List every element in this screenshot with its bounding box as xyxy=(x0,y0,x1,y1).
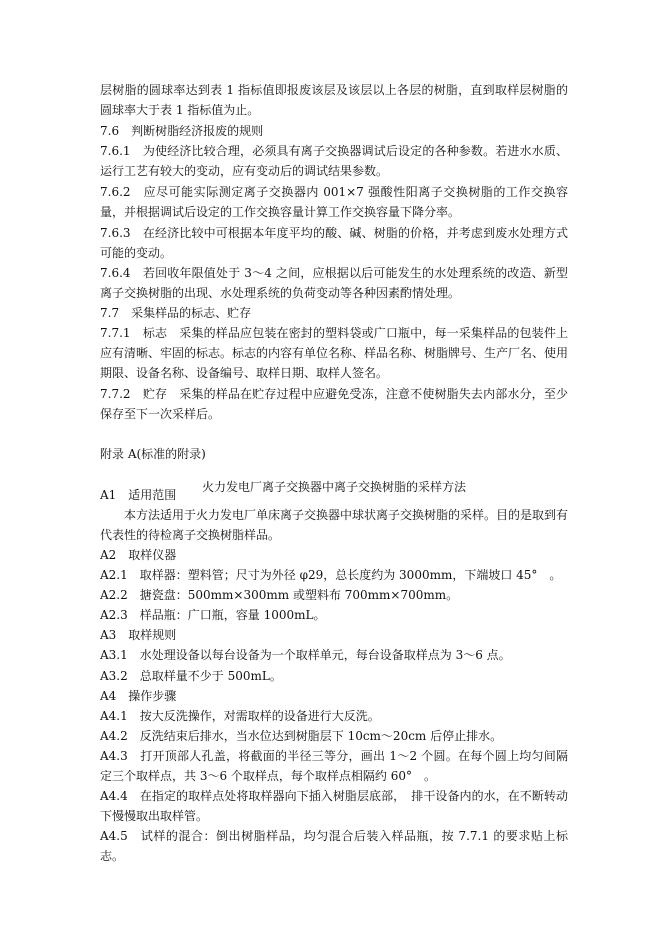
heading-7-6: 7.6 判断树脂经济报废的规则 xyxy=(100,124,264,138)
heading-7-7: 7.7 采集样品的标志、贮存 xyxy=(100,306,252,320)
paragraph-a2-2: A2.2 搪瓷盘：500mm×300mm 或塑料布 700mm×700mm。 xyxy=(100,588,459,602)
heading-a1: A1 适用范围 xyxy=(100,488,177,502)
paragraph-a3-2: A3.2 总取样量不少于 500mL。 xyxy=(100,669,282,683)
paragraph-7-6-2: 7.6.2 应尽可能实际测定离子交换器内 001×7 强酸性阳离子交换树脂的工作交换容量，并根据调试后设定的工作交换容量计算工作交换容量下降分率。 xyxy=(100,185,568,219)
paragraph-7-6-3: 7.6.3 在经济比较中可根据本年度平均的酸、碱、树脂的价格，并考虑到废水处理方式可能的变动。 xyxy=(100,226,568,260)
heading-a3: A3 取样规则 xyxy=(100,628,177,642)
paragraph-a4-3: A4.3 打开顶部人孔盖，将截面的半径三等分，画出 1～2 个圆。在每个圆上均匀间隔定三个取样点，共 3～6 个取样点，每个取样点相隔约 60° 。 xyxy=(100,749,568,783)
paragraph-resin-roundness: 层树脂的圆球率达到表 1 指标值即报废该层及该层以上各层的树脂，直到取样层树脂的圆球率大于表 1 指标值为止。 xyxy=(100,83,568,117)
heading-a2: A2 取样仪器 xyxy=(100,548,177,562)
paragraph-a2-3: A2.3 样品瓶：广口瓶，容量 1000mL。 xyxy=(100,608,326,622)
paragraph-7-6-1: 7.6.1 为使经济比较合理，必须具有离子交换器调试后设定的各种参数。若进水水质、运行工艺有较大的变动，应有变动后的调试结果参数。 xyxy=(100,144,568,178)
paragraph-a4-4: A4.4 在指定的取样点处将取样器向下插入树脂层底部， 排干设备内的水，在不断转动下慢慢取出取样管。 xyxy=(100,789,568,823)
paragraph-a1: 本方法适用于火力发电厂单床离子交换器中球状离子交换树脂的采样。目的是取到有代表性的待检离子交换树脂样品。 xyxy=(100,508,569,542)
paragraph-a4-5: A4.5 试样的混合：倒出树脂样品，均匀混合后装入样品瓶，按 7.7.1 的要求贴上标志。 xyxy=(100,829,568,863)
paragraph-a4-2: A4.2 反洗结束后排水，当水位达到树脂层下 10cm～20cm 后停止排水。 xyxy=(100,729,503,743)
paragraph-a4-1: A4.1 按大反洗操作，对需取样的设备进行大反洗。 xyxy=(100,709,380,723)
paragraph-7-6-4: 7.6.4 若回收年限值处于 3～4 之间，应根据以后可能发生的水处理系统的改造、新型离子交换树脂的出现、水处理系统的负荷变动等各种因素酌情处理。 xyxy=(100,266,568,300)
appendix-label: 附录 A(标准的附录) xyxy=(100,447,206,461)
paragraph-a2-1: A2.1 取样器：塑料管；尺寸为外径 φ29，总长度约为 3000mm，下端坡口 45° 。 xyxy=(100,568,562,582)
paragraph-7-7-2: 7.7.2 贮存 采集的样品在贮存过程中应避免受冻，注意不使树脂失去内部水分，至少保存至下一次采样后。 xyxy=(100,387,568,421)
paragraph-7-7-1: 7.7.1 标志 采集的样品应包装在密封的塑料袋或广口瓶中，每一采集样品的包装件上应有清晰、牢固的标志。标志的内容有单位名称、样品名称、树脂牌号、生产厂名、使用期限、设备名称、设备编号、取样日期、取样人签名。 xyxy=(100,326,569,380)
paragraph-a3-1: A3.1 水处理设备以每台设备为一个取样单元，每台设备取样点为 3～6 点。 xyxy=(100,648,511,662)
heading-a4: A4 操作步骤 xyxy=(100,689,177,703)
appendix-title: 火力发电厂离子交换器中离子交换树脂的采样方法 xyxy=(201,480,466,494)
